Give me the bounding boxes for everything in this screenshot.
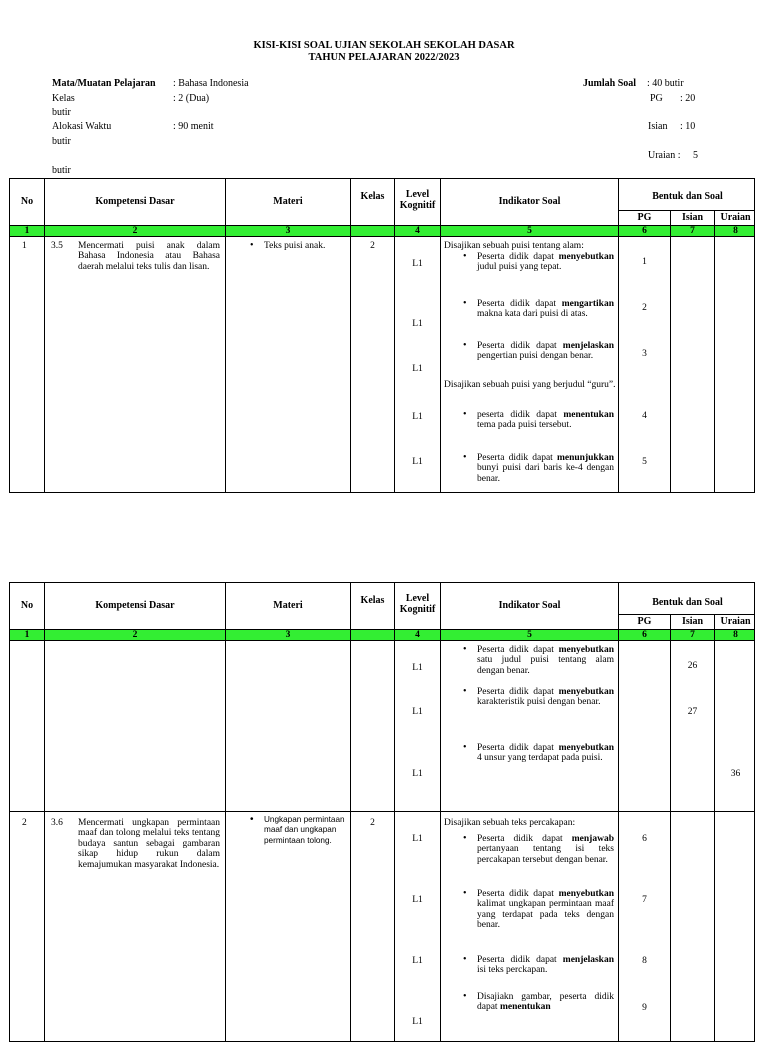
uraian-number: 36	[730, 769, 741, 779]
document-subtitle: TAHUN PELAJARAN 2022/2023	[308, 52, 460, 63]
pg-number: 1	[642, 257, 647, 267]
pg-value: : 20	[680, 93, 696, 104]
col-number: 8	[733, 630, 738, 640]
col-kd-header: Kompetensi Dasar	[95, 600, 175, 611]
indikator-item: • peserta didik dapat menentukan tema pada puisi tersebut.	[477, 410, 614, 431]
indikator-intro: Disajikan sebuah teks percakapan:	[444, 818, 576, 828]
kelas-label: Kelas	[52, 93, 75, 104]
kd-code: 3.5	[51, 241, 63, 251]
col-kelas-header: Kelas	[360, 595, 385, 606]
pg-number: 8	[642, 956, 647, 966]
indikator-intro: Disajikan sebuah puisi yang berjudul “guru”.	[444, 380, 616, 390]
jumlah-label: Jumlah Soal	[583, 78, 637, 89]
alokasi-value: : 90 menit	[173, 121, 214, 132]
butir-text: butir	[52, 165, 71, 176]
level-value: L1	[412, 319, 423, 329]
level-value: L1	[412, 707, 423, 717]
kelas-value: 2	[370, 818, 375, 828]
level-value: L1	[412, 663, 423, 673]
col-kd-header: Kompetensi Dasar	[95, 196, 175, 207]
pg-number: 6	[642, 834, 647, 844]
col-materi-header: Materi	[273, 196, 303, 207]
butir-text: butir	[52, 136, 71, 147]
isian-label: Isian	[648, 121, 668, 132]
row-number: 2	[22, 818, 27, 828]
indikator-item: • Peserta didik dapat menyebutkan 4 unsur yang terdapat pada puisi.	[477, 743, 614, 764]
col-number: 1	[24, 226, 30, 236]
materi-text: • Ungkapan permintaan maaf dan ungkapan permintaan tolong.	[264, 815, 348, 846]
indikator-item: • Peserta didik dapat menjawab pertanyaan tentang isi teks percakapan tersebut dengan benar.	[477, 834, 614, 865]
col-number: 7	[690, 630, 695, 640]
col-number: 4	[415, 226, 420, 236]
col-number: 6	[642, 226, 647, 236]
indikator-item: • Peserta didik dapat menyebutkan judul puisi yang tepat.	[477, 252, 614, 273]
indikator-item: • Disajiakn gambar, peserta didik dapat menentukan	[477, 992, 614, 1013]
level-value: L1	[412, 1017, 423, 1027]
indikator-item: • Peserta didik dapat menyebutkan satu judul puisi tentang alam dengan benar.	[477, 645, 614, 676]
level-value: L1	[412, 769, 423, 779]
document-title: KISI-KISI SOAL UJIAN SEKOLAH SEKOLAH DASAR	[253, 40, 515, 51]
col-number: 5	[527, 630, 532, 640]
kelas-value: 2	[370, 241, 375, 251]
isian-number: 26	[687, 661, 698, 671]
isian-value: : 10	[680, 121, 696, 132]
jumlah-value: : 40 butir	[647, 78, 684, 89]
col-number: 4	[415, 630, 420, 640]
col-bentuk-header: Bentuk dan Soal	[652, 191, 723, 202]
col-number: 3	[285, 226, 291, 236]
uraian-value: 5	[693, 150, 698, 161]
level-value: L1	[412, 895, 423, 905]
mapel-label: Mata/Muatan Pelajaran	[52, 78, 156, 89]
level-value: L1	[412, 259, 423, 269]
col-kelas-header: Kelas	[360, 191, 385, 202]
pg-number: 4	[642, 411, 647, 421]
level-value: L1	[412, 457, 423, 467]
col-uraian-header: Uraian	[720, 212, 751, 223]
butir-text: butir	[52, 107, 71, 118]
kd-code: 3.6	[51, 818, 63, 828]
col-number: 5	[527, 226, 532, 236]
col-materi-header: Materi	[273, 600, 303, 611]
kelas-value: : 2 (Dua)	[173, 93, 210, 104]
kisi-table-2	[9, 582, 755, 1042]
col-number: 1	[24, 630, 30, 640]
indikator-item: • Peserta didik dapat menjelaskan pengertian puisi dengan benar.	[477, 341, 614, 362]
pg-number: 2	[642, 303, 647, 313]
kisi-table-1	[9, 178, 755, 493]
pg-label: PG	[650, 93, 663, 104]
pg-number: 7	[642, 895, 647, 905]
col-indikator-header: Indikator Soal	[498, 196, 561, 207]
kd-text: Mencermati puisi anak dalam Bahasa Indonesia atau Bahasa daerah melalui teks tulis dan lisan.	[78, 241, 220, 272]
col-number: 2	[132, 226, 138, 236]
indikator-intro: Disajikan sebuah puisi tentang alam:	[444, 241, 584, 251]
pg-number: 3	[642, 349, 647, 359]
col-number: 6	[642, 630, 647, 640]
row-number: 1	[22, 241, 27, 251]
col-isian-header: Isian	[681, 212, 704, 223]
col-level-header: Level Kognitif	[399, 593, 436, 615]
kd-text: Mencermati ungkapan permintaan maaf dan tolong melalui teks tentang budaya santun sebagai gambaran sikap hidup rukun dalam kemajumukan masyarakat Indonesia.	[78, 818, 220, 870]
indikator-item: • Peserta didik dapat menjelaskan isi teks perckapan.	[477, 955, 614, 976]
uraian-label: Uraian :	[648, 150, 681, 161]
col-no-header: No	[20, 600, 34, 611]
level-value: L1	[412, 364, 423, 374]
col-indikator-header: Indikator Soal	[498, 600, 561, 611]
level-value: L1	[412, 956, 423, 966]
col-uraian-header: Uraian	[720, 616, 751, 627]
mapel-value: : Bahasa Indonesia	[173, 78, 249, 89]
indikator-item: • Peserta didik dapat menunjukkan bunyi puisi dari baris ke-4 dengan benar.	[477, 453, 614, 484]
level-value: L1	[412, 412, 423, 422]
col-level-header: Level Kognitif	[399, 189, 436, 211]
col-isian-header: Isian	[681, 616, 704, 627]
isian-number: 27	[687, 707, 698, 717]
col-bentuk-header: Bentuk dan Soal	[652, 597, 723, 608]
pg-number: 5	[642, 457, 647, 467]
col-number: 8	[733, 226, 738, 236]
col-pg-header: PG	[637, 212, 652, 223]
indikator-item: • Peserta didik dapat mengartikan makna kata dari puisi di atas.	[477, 299, 614, 320]
indikator-item: • Peserta didik dapat menyebutkan karakteristik puisi dengan benar.	[477, 687, 614, 708]
col-no-header: No	[20, 196, 34, 207]
alokasi-label: Alokasi Waktu	[52, 121, 112, 132]
level-value: L1	[412, 834, 423, 844]
materi-text: • Teks puisi anak.	[264, 241, 348, 251]
col-pg-header: PG	[637, 616, 652, 627]
pg-number: 9	[642, 1003, 647, 1013]
indikator-item: • Peserta didik dapat menyebutkan kalimat ungkapan permintaan maaf yang terdapat pada teks dengan benar.	[477, 889, 614, 931]
col-number: 3	[285, 630, 291, 640]
col-number: 7	[690, 226, 695, 236]
col-number: 2	[132, 630, 138, 640]
